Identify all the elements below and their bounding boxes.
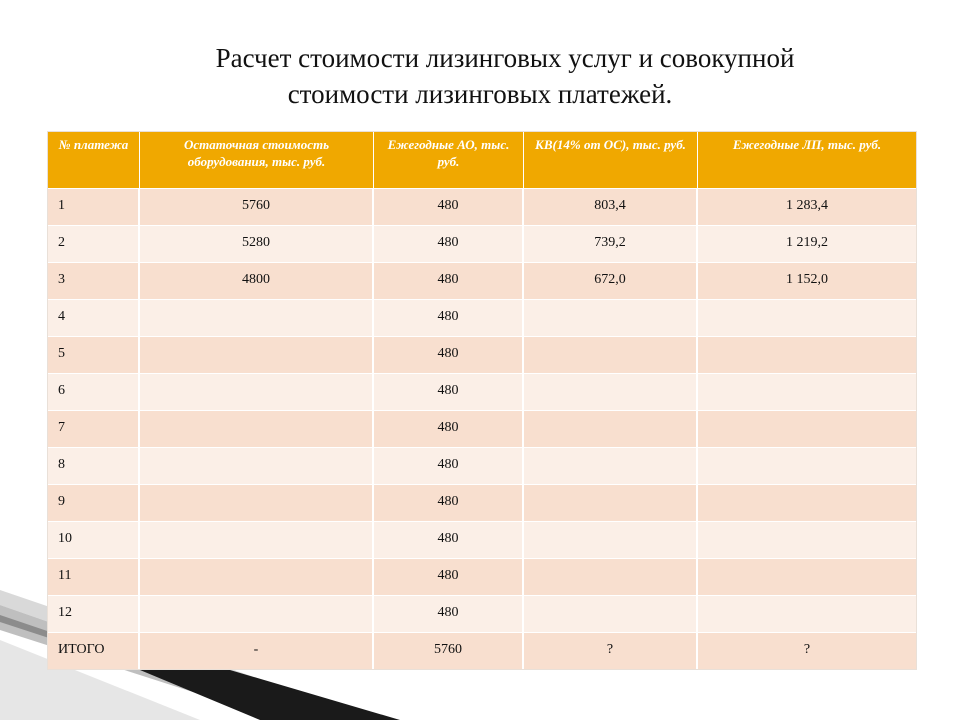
cell-kv xyxy=(524,410,698,447)
cell-residual: - xyxy=(140,632,374,669)
cell-residual xyxy=(140,299,374,336)
cell-lp xyxy=(698,558,916,595)
cell-kv xyxy=(524,373,698,410)
title-line-2: стоимости лизинговых платежей. xyxy=(287,79,673,109)
cell-residual xyxy=(140,373,374,410)
table-row xyxy=(48,225,916,262)
table-row xyxy=(48,373,916,410)
cell-number: 11 xyxy=(48,558,140,595)
cell-ao: 480 xyxy=(374,410,524,447)
cell-ao: 480 xyxy=(374,558,524,595)
cell-residual xyxy=(140,447,374,484)
table-row xyxy=(48,410,916,447)
header-annual-ao: Ежегодные АО, тыс. руб. xyxy=(374,132,524,188)
cell-kv xyxy=(524,299,698,336)
cell-lp xyxy=(698,410,916,447)
table-row xyxy=(48,188,916,225)
cell-lp xyxy=(698,521,916,558)
table-row xyxy=(48,595,916,632)
cell-ao: 480 xyxy=(374,336,524,373)
cell-kv xyxy=(524,595,698,632)
cell-kv xyxy=(524,558,698,595)
cell-lp: 1 283,4 xyxy=(698,188,916,225)
cell-kv: ? xyxy=(524,632,698,669)
cell-ao: 480 xyxy=(374,188,524,225)
cell-residual xyxy=(140,484,374,521)
cell-lp xyxy=(698,595,916,632)
cell-residual xyxy=(140,521,374,558)
cell-ao: 480 xyxy=(374,262,524,299)
cell-kv: 672,0 xyxy=(524,262,698,299)
cell-residual: 5280 xyxy=(140,225,374,262)
cell-lp xyxy=(698,447,916,484)
cell-number: 7 xyxy=(48,410,140,447)
header-kv: КВ(14% от ОС), тыс. руб. xyxy=(524,132,698,188)
header-payment-number: № платежа xyxy=(48,132,140,188)
cell-kv xyxy=(524,447,698,484)
table-row-total xyxy=(48,632,916,669)
cell-lp: 1 219,2 xyxy=(698,225,916,262)
cell-ao: 480 xyxy=(374,373,524,410)
cell-ao: 480 xyxy=(374,225,524,262)
table-row xyxy=(48,262,916,299)
cell-residual: 4800 xyxy=(140,262,374,299)
cell-residual xyxy=(140,410,374,447)
cell-ao: 480 xyxy=(374,595,524,632)
cell-number: 4 xyxy=(48,299,140,336)
cell-residual: 5760 xyxy=(140,188,374,225)
leasing-table xyxy=(48,132,916,669)
cell-kv: 739,2 xyxy=(524,225,698,262)
cell-ao: 480 xyxy=(374,521,524,558)
table-row xyxy=(48,299,916,336)
cell-number: 9 xyxy=(48,484,140,521)
table-row xyxy=(48,336,916,373)
cell-number: 6 xyxy=(48,373,140,410)
cell-number: 5 xyxy=(48,336,140,373)
cell-number: 2 xyxy=(48,225,140,262)
table-header-row xyxy=(48,132,916,188)
cell-ao: 480 xyxy=(374,447,524,484)
table-row xyxy=(48,484,916,521)
cell-lp: 1 152,0 xyxy=(698,262,916,299)
cell-kv xyxy=(524,336,698,373)
cell-residual xyxy=(140,558,374,595)
table-row xyxy=(48,447,916,484)
cell-number: 8 xyxy=(48,447,140,484)
table-row xyxy=(48,521,916,558)
page-title xyxy=(0,40,960,112)
cell-lp xyxy=(698,484,916,521)
cell-residual xyxy=(140,595,374,632)
cell-residual xyxy=(140,336,374,373)
cell-lp xyxy=(698,299,916,336)
cell-lp: ? xyxy=(698,632,916,669)
cell-number: ИТОГО xyxy=(48,632,140,669)
cell-number: 12 xyxy=(48,595,140,632)
cell-lp xyxy=(698,373,916,410)
cell-ao: 5760 xyxy=(374,632,524,669)
cell-number: 10 xyxy=(48,521,140,558)
cell-kv xyxy=(524,521,698,558)
cell-number: 1 xyxy=(48,188,140,225)
cell-ao: 480 xyxy=(374,484,524,521)
header-residual-value: Остаточная стоимость оборудования, тыс. руб. xyxy=(140,132,374,188)
cell-ao: 480 xyxy=(374,299,524,336)
table-row xyxy=(48,558,916,595)
header-annual-lp: Ежегодные ЛП, тыс. руб. xyxy=(698,132,916,188)
title-line-1: Расчет стоимости лизинговых услуг и совокупной xyxy=(215,43,795,73)
cell-number: 3 xyxy=(48,262,140,299)
cell-kv xyxy=(524,484,698,521)
cell-lp xyxy=(698,336,916,373)
cell-kv: 803,4 xyxy=(524,188,698,225)
